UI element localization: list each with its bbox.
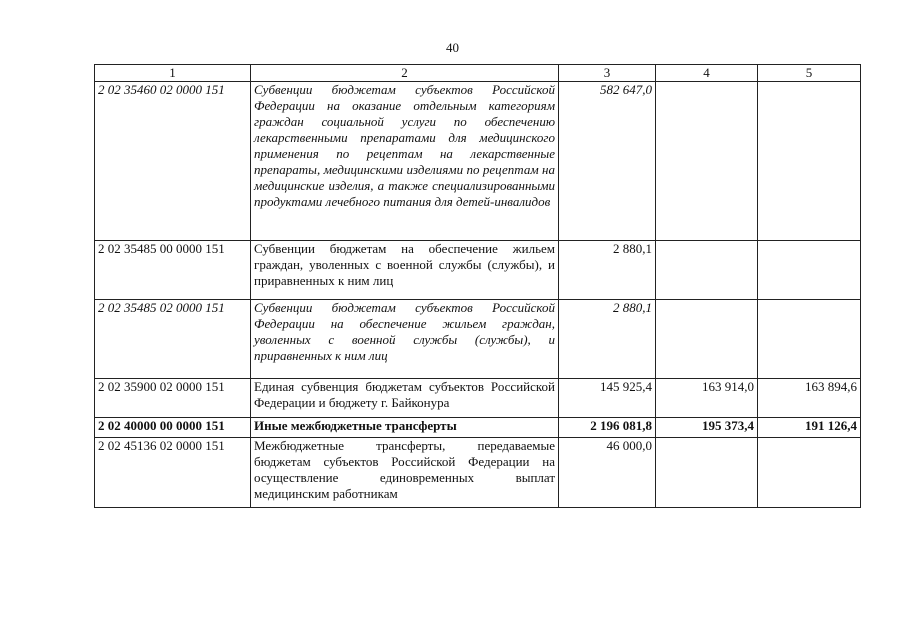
amount-col-3: 2 880,1 [559, 241, 656, 300]
budget-code: 2 02 45136 02 0000 151 [95, 438, 251, 508]
page-number: 40 [446, 40, 459, 55]
budget-code: 2 02 40000 00 0000 151 [95, 418, 251, 438]
table-row [95, 438, 861, 508]
amount-col-4: 195 373,4 [656, 418, 758, 438]
budget-code: 2 02 35485 02 0000 151 [95, 300, 251, 379]
amount-col-4: 163 914,0 [656, 379, 758, 418]
table-row [95, 379, 861, 418]
amount-col-4 [656, 241, 758, 300]
budget-table [94, 64, 861, 508]
amount-col-5 [758, 82, 861, 241]
header-col-1: 1 [95, 65, 251, 82]
amount-col-4 [656, 82, 758, 241]
amount-col-5 [758, 438, 861, 508]
item-description: Субвенции бюджетам на обеспечение жильем граждан, уволенных с военной службы (службы), и приравненных к ним лиц [251, 241, 559, 300]
header-col-3: 3 [559, 65, 656, 82]
header-col-4: 4 [656, 65, 758, 82]
budget-code: 2 02 35485 00 0000 151 [95, 241, 251, 300]
table-row [95, 241, 861, 300]
amount-col-5 [758, 300, 861, 379]
amount-col-5 [758, 241, 861, 300]
item-description: Межбюджетные трансферты, передаваемые бюджетам субъектов Российской Федерации на осуществление единовременных выплат медицинским работникам [251, 438, 559, 508]
table-row [95, 418, 861, 438]
amount-col-3: 582 647,0 [559, 82, 656, 241]
item-description: Иные межбюджетные трансферты [251, 418, 559, 438]
amount-col-3: 2 880,1 [559, 300, 656, 379]
table-header-row [95, 65, 861, 82]
amount-col-3: 46 000,0 [559, 438, 656, 508]
amount-col-3: 145 925,4 [559, 379, 656, 418]
table-row [95, 300, 861, 379]
table-row [95, 82, 861, 241]
budget-code: 2 02 35460 02 0000 151 [95, 82, 251, 241]
item-description: Единая субвенция бюджетам субъектов Российской Федерации и бюджету г. Байконура [251, 379, 559, 418]
amount-col-5: 163 894,6 [758, 379, 861, 418]
budget-code: 2 02 35900 02 0000 151 [95, 379, 251, 418]
amount-col-4 [656, 438, 758, 508]
amount-col-3: 2 196 081,8 [559, 418, 656, 438]
item-description: Субвенции бюджетам субъектов Российской Федерации на оказание отдельным категориям граждан социальной услуги по обеспечению лекарственными препаратами для медицинского применения по рецептам на лекарственные препараты, медицинскими изделиями по рецептам на медицинские изделия, а также специализированными продуктами лечебного питания для детей-инвалидов [251, 82, 559, 241]
amount-col-5: 191 126,4 [758, 418, 861, 438]
header-col-2: 2 [251, 65, 559, 82]
amount-col-4 [656, 300, 758, 379]
header-col-5: 5 [758, 65, 861, 82]
item-description: Субвенции бюджетам субъектов Российской Федерации на обеспечение жильем граждан, уволенных с военной службы (службы), и приравненных к ним лиц [251, 300, 559, 379]
